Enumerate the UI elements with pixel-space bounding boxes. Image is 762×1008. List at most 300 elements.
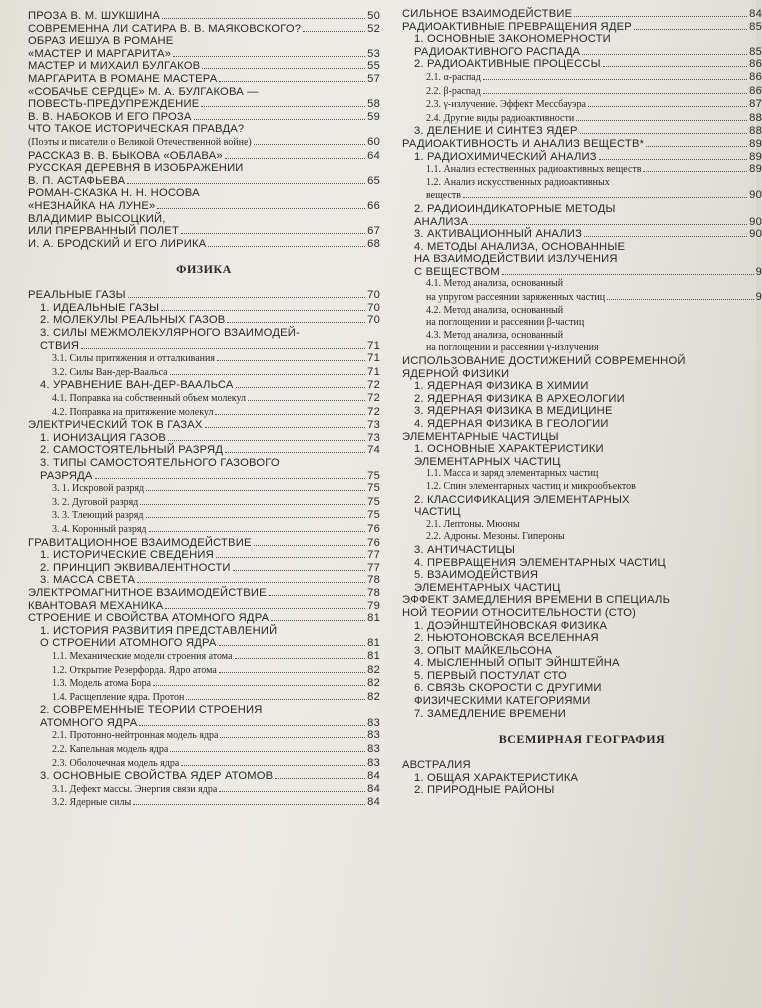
toc-page-number: 82 [367,690,380,703]
dot-leader [219,672,365,673]
toc-entry-title: 2. РАДИОИНДИКАТОРНЫЕ МЕТОДЫ [414,202,616,215]
toc-page-number: 78 [367,586,380,599]
toc-entry [402,98,762,112]
toc-page-number: 78 [367,574,380,587]
toc-entry-title: 3. СИЛЫ МЕЖМОЛЕКУЛЯРНОГО ВЗАИМОДЕЙ- [40,327,300,340]
toc-entry-title: 2. ПРИНЦИП ЭКВИВАЛЕНТНОСТИ [40,561,231,574]
toc-entry-title: 4.1. Метод анализа, основанный [426,278,564,290]
toc-entry [402,355,762,368]
toc-entry [28,677,380,691]
toc-entry [402,431,762,444]
toc-entry-title: КВАНТОВАЯ МЕХАНИКА [28,599,164,612]
toc-entry [28,35,380,48]
toc-entry-title: ЧАСТИЦ [414,506,461,519]
dot-leader [599,159,747,160]
toc-entry [28,770,380,783]
toc-entry [402,468,762,481]
toc-entry-title: РАДИОАКТИВНЫЕ ПРЕВРАЩЕНИЯ ЯДЕР [402,20,632,33]
dot-leader [219,645,366,646]
toc-entry [28,783,380,797]
toc-entry-title: 5. ПЕРВЫЙ ПОСТУЛАТ СТО [414,669,567,682]
toc-entry-title: 4. ПРЕВРАЩЕНИЯ ЭЛЕМЕНТАРНЫХ ЧАСТИЦ [414,556,666,569]
toc-page-number: 86 [749,70,762,83]
toc-entry-title: ПРОЗА В. М. ШУКШИНА [28,10,161,22]
toc-entry-title: ПОВЕСТЬ-ПРЕДУПРЕЖДЕНИЕ [28,98,200,111]
toc-page-number: 86 [749,58,762,71]
toc-entry-title: 4.1. Поправка на собственный объем молекул [52,393,247,405]
dot-leader [140,504,365,505]
toc-entry [28,432,380,445]
toc-entry-title: 1. ИСТОРИЯ РАЗВИТИЯ ПРЕДСТАВЛЕНИЙ [40,624,278,637]
dot-leader [181,233,365,234]
toc-entry-title: РАДИОАКТИВНОГО РАСПАДА [414,45,581,58]
toc-entry [28,612,380,625]
toc-entry-title: ВЛАДИМИР ВЫСОЦКИЙ, [28,212,166,225]
toc-page-number: 84 [367,770,380,783]
dot-leader [271,620,365,621]
toc-entry-title: 1.2. Анализ искусственных радиоактивных [426,176,610,188]
toc-page-number: 75 [367,509,380,522]
toc-entry-title: 4. УРАВНЕНИЕ ВАН-ДЕР-ВААЛЬСА [40,379,234,392]
toc-page-number: 72 [367,405,380,418]
dot-leader [220,737,365,738]
toc-entry [402,125,762,138]
toc-entry-title: СОВРЕМЕННА ЛИ САТИРА В. В. МАЯКОВСКОГО? [28,22,302,35]
dot-leader [582,54,747,55]
toc-entry [28,392,380,406]
toc-entry [28,743,380,757]
toc-entry [402,784,762,797]
dot-leader [161,310,365,311]
toc-entry [402,759,762,772]
toc-page-number: 60 [367,135,380,148]
toc-page-number: 81 [367,649,380,662]
dot-leader [603,66,747,67]
toc-entry-title: РАССКАЗ В. В. БЫКОВА «ОБЛАВА» [28,149,223,162]
toc-page-number: 79 [367,599,380,612]
toc-entry [28,729,380,743]
dot-leader [201,106,365,107]
toc-right-column [402,8,762,797]
toc-entry [28,496,380,510]
toc-page-number: 70 [367,314,380,327]
toc-entry [28,482,380,496]
dot-leader [470,224,747,225]
toc-entry [402,241,762,254]
toc-page-number: 68 [367,237,380,250]
section-title: ФИЗИКА [176,262,232,277]
toc-entry [28,637,380,650]
toc-entry [28,600,380,613]
toc-entry-title: МАСТЕР И МИХАИЛ БУЛГАКОВ [28,60,201,73]
toc-entry-title: «НЕЗНАЙКА НА ЛУНЕ» [28,199,156,212]
toc-entry-title: НОЙ ТЕОРИИ ОТНОСИТЕЛЬНОСТИ (СТО) [402,606,637,619]
toc-entry [402,71,762,85]
toc-entry-title: 1.3. Модель атома Бора [52,678,152,690]
toc-entry-title: 3. ТИПЫ САМОСТОЯТЕЛЬНОГО ГАЗОВОГО [40,457,280,469]
dot-leader [153,685,365,686]
dot-leader [574,16,747,17]
toc-entry [402,494,762,507]
toc-entry [28,289,380,302]
toc-entry-title: В. В. НАБОКОВ И ЕГО ПРОЗА [28,110,192,123]
toc-entry [28,625,380,638]
toc-entry [28,664,380,678]
dot-leader [128,297,365,298]
toc-entry-title: 3. 4. Коронный разряд [52,523,147,535]
toc-entry-title: на поглощении и рассеянии γ-излучения [426,342,599,354]
toc-entry [28,704,380,717]
toc-entry-title: на упругом рассеянии заряженных частиц [426,292,606,304]
dot-leader [275,778,365,779]
toc-page-number: 75 [367,469,380,482]
toc-entry-title: 2.4. Другие виды радиоактивности [426,112,575,124]
toc-page-number: 77 [367,549,380,562]
toc-entry-title: 2. НЬЮТОНОВСКАЯ ВСЕЛЕННАЯ [414,632,599,645]
dot-leader [254,144,365,145]
toc-entry [402,607,762,620]
toc-entry [28,537,380,550]
toc-entry [402,657,762,670]
toc-entry [402,481,762,494]
dot-leader [502,274,754,275]
toc-entry-title: 6. СВЯЗЬ СКОРОСТИ С ДРУГИМИ [414,682,602,695]
dot-leader [219,81,365,82]
toc-page-number: 50 [367,10,380,22]
toc-entry [28,111,380,124]
toc-entry-title: 4. МЫСЛЕННЫЙ ОПЫТ ЭЙНШТЕЙНА [414,657,620,670]
toc-entry [402,189,762,203]
toc-entry [402,670,762,683]
toc-entry [28,302,380,315]
toc-entry [28,352,380,366]
toc-entry-title: 3.2. Ядерные силы [52,797,132,809]
toc-page-number: 76 [367,536,380,549]
toc-entry [402,33,762,46]
toc-entry-title: ЭЛЕКТРОМАГНИТНОЕ ВЗАИМОДЕЙСТВИЕ [28,586,267,599]
toc-entry-title: 4.2. Поправка на притяжение молекул [52,406,214,418]
toc-entry-title: И. А. БРОДСКИЙ И ЕГО ЛИРИКА [28,237,207,250]
dot-leader [170,751,365,752]
toc-page-number: 73 [367,419,380,432]
toc-entry-title: ЭЛЕМЕНТАРНЫЕ ЧАСТИЦЫ [402,430,559,443]
toc-entry-title: 1.1. Масса и заряд элементарных частиц [426,468,599,480]
toc-entry [402,708,762,721]
dot-leader [137,582,365,583]
toc-entry [28,238,380,251]
dot-leader [202,68,365,69]
toc-entry [402,330,762,343]
toc-entry [402,682,762,695]
dot-leader [303,31,365,32]
toc-entry-title: ЭЛЕМЕНТАРНЫХ ЧАСТИЦ [414,455,561,468]
toc-entry-title: 1. ОБЩАЯ ХАРАКТЕРИСТИКА [414,771,579,784]
dot-leader [483,79,747,80]
toc-entry-title: ОБРАЗ ИЕШУА В РОМАНЕ [28,35,174,48]
toc-entry-title: РАДИОАКТИВНОСТЬ И АНАЛИЗ ВЕЩЕСТВ* [402,137,645,150]
toc-entry [28,314,380,327]
toc-entry [402,368,762,381]
toc-entry [402,253,762,266]
toc-page-number: 65 [367,174,380,187]
toc-entry [402,506,762,519]
toc-entry [28,757,380,771]
toc-entry [28,48,380,61]
toc-page-number: 71 [367,365,380,378]
dot-leader [205,427,366,428]
toc-entry-title: ИСПОЛЬЗОВАНИЕ ДОСТИЖЕНИЙ СОВРЕМЕННОЙ [402,355,686,368]
toc-page-number: 9 [755,265,762,278]
dot-leader [95,478,366,479]
toc-entry-title: 3. ЯДЕРНАЯ ФИЗИКА В МЕДИЦИНЕ [414,405,613,418]
dot-leader [208,246,365,247]
toc-entry-title: 4.2. Метод анализа, основанный [426,304,564,316]
toc-entry [402,177,762,190]
toc-entry [402,305,762,318]
toc-page-number: 88 [749,125,762,138]
toc-page-number: 86 [749,84,762,97]
toc-entry-title: 2.2. β-распад [426,85,481,97]
toc-page-number: 71 [367,339,380,352]
toc-page-number: 70 [367,289,380,302]
dot-leader [194,119,366,120]
toc-entry [402,278,762,291]
toc-entry-title: 2. СОВРЕМЕННЫЕ ТЕОРИИ СТРОЕНИЯ [40,704,263,717]
toc-entry [402,443,762,456]
toc-entry [28,340,380,353]
dot-leader [269,595,365,596]
toc-page-number: 73 [367,431,380,444]
toc-entry [402,557,762,570]
toc-page-number: 58 [367,98,380,111]
dot-leader [483,93,747,94]
toc-entry [28,457,380,470]
toc-entry-title: 3. АНТИЧАСТИЦЫ [414,543,516,556]
dot-leader [168,440,365,441]
toc-page-number: 67 [367,225,380,238]
toc-entry [402,620,762,633]
toc-entry [402,632,762,645]
toc-entry-title: 2.2. Адроны. Мезоны. Гипероны [426,531,565,543]
toc-entry [402,772,762,785]
dot-leader [225,452,365,453]
dot-leader [149,531,366,532]
toc-entry-title: РЕАЛЬНЫЕ ГАЗЫ [28,289,126,302]
dot-leader [170,374,366,375]
toc-entry-title: 3.1. Силы притяжения и отталкивания [52,353,215,365]
toc-page-number: 83 [367,743,380,756]
toc-entry-title: «МАСТЕР И МАРГАРИТА» [28,47,172,60]
toc-entry [28,717,380,730]
toc-entry-title: 4.3. Метод анализа, основанный [426,329,564,341]
toc-entry [28,225,380,238]
toc-entry [28,162,380,175]
toc-page-number: 64 [367,149,380,162]
dot-leader [248,400,365,401]
toc-entry [28,523,380,537]
toc-entry-title: 2.1. Лептоны. Мюоны [426,518,520,530]
toc-entry-title: ЭЛЕМЕНТАРНЫХ ЧАСТИЦ [414,581,561,594]
toc-entry-title: 1. ОСНОВНЫЕ ЗАКОНОМЕРНОСТИ [414,33,611,46]
dot-leader [254,545,366,546]
toc-entry-title: 2. КЛАССИФИКАЦИЯ ЭЛЕМЕНТАРНЫХ [414,493,630,506]
toc-entry [402,151,762,164]
toc-entry-title: 2.1. α-распад [426,71,481,83]
toc-entry-title: 3. 1. Искровой разряд [52,483,145,495]
toc-page-number: 90 [749,215,762,228]
toc-page-number: 75 [367,482,380,495]
toc-page-number: 52 [367,22,380,35]
dot-leader [181,765,365,766]
dot-leader [236,387,366,388]
dot-leader [215,414,365,415]
toc-page-number: 9 [755,291,762,304]
toc-entry [28,327,380,340]
toc-entry-title: НА ВЗАИМОДЕЙСТВИИ ИЗЛУЧЕНИЯ [414,253,618,266]
section-title: ВСЕМИРНАЯ ГЕОГРАФИЯ [498,732,666,747]
toc-entry-title: 5. ВЗАИМОДЕЙСТВИЯ [414,569,539,582]
toc-entry-title: 2. ЯДЕРНАЯ ФИЗИКА В АРХЕОЛОГИИ [414,392,625,405]
toc-entry [402,228,762,241]
toc-entry-title: 1. ОСНОВНЫЕ ХАРАКТЕРИСТИКИ [414,443,604,456]
toc-entry [402,85,762,99]
dot-leader [584,236,747,237]
dot-leader [225,158,365,159]
toc-entry [402,582,762,595]
toc-page-number: 66 [367,199,380,212]
toc-entry [28,379,380,392]
dot-leader [219,791,365,792]
toc-entry-title: 1. ИОНИЗАЦИЯ ГАЗОВ [40,431,167,444]
toc-entry-title: 2. САМОСТОЯТЕЛЬНЫЙ РАЗРЯД [40,444,224,457]
toc-left-column [28,10,380,810]
toc-entry [402,8,762,21]
toc-page-number: 87 [749,98,762,111]
toc-entry-title: 1.2. Открытие Резерфорда. Ядро атома [52,664,217,676]
toc-page-number: 90 [749,228,762,241]
toc-entry [402,380,762,393]
toc-entry-title: СТВИЯ [40,339,80,352]
dot-leader [643,171,747,172]
toc-entry-title: ЭФФЕКТ ЗАМЕДЛЕНИЯ ВРЕМЕНИ В СПЕЦИАЛЬ [402,594,671,607]
toc-entry-title: 2.1. Протонно-нейтронная модель ядра [52,730,219,742]
toc-entry-title: 3. ОПЫТ МАЙКЕЛЬСОНА [414,644,553,657]
toc-page-number: 77 [367,561,380,574]
toc-page-number: 84 [367,782,380,795]
toc-entry-title: ЧТО ТАКОЕ ИСТОРИЧЕСКАЯ ПРАВДА? [28,123,245,136]
toc-page-number: 89 [749,137,762,150]
toc-entry-title: 2. РАДИОАКТИВНЫЕ ПРОЦЕССЫ [414,58,601,71]
toc-entry-title: 3. ОСНОВНЫЕ СВОЙСТВА ЯДЕР АТОМОВ [40,770,274,783]
toc-entry [402,569,762,582]
toc-page-number: 83 [367,716,380,729]
toc-page-number: 89 [749,150,762,163]
toc-page-number: 75 [367,495,380,508]
toc-entry-title: 2.2. Капельная модель ядра [52,744,169,756]
toc-entry-title: 3.2. Силы Ван-дер-Ваальса [52,366,168,378]
toc-entry-title: ГРАВИТАЦИОННОЕ ВЗАИМОДЕЙСТВИЕ [28,536,252,549]
dot-leader [146,490,365,491]
toc-entry-title: (Поэты и писатели о Великой Отечественной войне) [28,136,252,148]
toc-entry [28,406,380,420]
toc-entry-title: В. П. АСТАФЬЕВА [28,174,126,187]
toc-page-number: 84 [367,796,380,809]
toc-page-number: 89 [749,163,762,176]
toc-page-number: 57 [367,72,380,85]
toc-entry-title: 1. ЯДЕРНАЯ ФИЗИКА В ХИМИИ [414,380,589,393]
toc-page-number: 76 [367,522,380,535]
dot-leader [580,133,748,134]
dot-leader [186,699,365,700]
toc-entry-title: 1. РАДИОХИМИЧЕСКИЙ АНАЛИЗ [414,150,597,163]
toc-entry [28,98,380,111]
toc-entry [402,138,762,151]
dot-leader [139,725,365,726]
toc-entry [28,60,380,73]
toc-entry [402,695,762,708]
toc-page-number: 72 [367,392,380,405]
dot-leader [173,56,365,57]
toc-page-number: 88 [749,111,762,124]
toc-entry-title: О СТРОЕНИИ АТОМНОГО ЯДРА [40,637,217,650]
dot-leader [81,348,365,349]
toc-entry-title: СТРОЕНИЕ И СВОЙСТВА АТОМНОГО ЯДРА [28,612,270,625]
toc-entry [402,21,762,34]
toc-entry-title: ФИЗИЧЕСКИМИ КАТЕГОРИЯМИ [414,695,591,708]
toc-page-number: 82 [367,663,380,676]
toc-page-number: 84 [749,8,762,20]
toc-entry [402,393,762,406]
toc-entry-title: 2.3. γ-излучение. Эффект Мессбауэра [426,99,586,111]
dot-leader [607,299,753,300]
toc-entry-title: РОМАН-СКАЗКА Н. Н. НОСОВА [28,187,200,200]
dot-leader [233,570,365,571]
toc-entry-title: РАЗРЯДА [40,469,93,482]
dot-leader [162,18,365,19]
toc-entry-title: 7. ЗАМЕДЛЕНИЕ ВРЕМЕНИ [414,707,566,720]
dot-leader [157,208,365,209]
toc-entry-title: ЯДЕРНОЙ ФИЗИКИ [402,367,510,380]
toc-entry-title: МАРГАРИТА В РОМАНЕ МАСТЕРА [28,72,218,85]
toc-page-number: 72 [367,379,380,392]
toc-entry-title: на поглощении и рассеянии β-частиц [426,317,585,329]
toc-entry [402,645,762,658]
toc-entry [28,574,380,587]
toc-entry-title: 3. 2. Дуговой разряд [52,496,139,508]
toc-entry-title: 3.1. Дефект массы. Энергия связи ядра [52,783,218,795]
toc-page-number: 85 [749,20,762,33]
toc-entry [28,213,380,226]
toc-entry-title: 1.1. Анализ естественных радиоактивных веществ [426,164,642,176]
toc-entry [28,23,380,36]
dot-leader [588,106,747,107]
toc-entry [28,470,380,483]
toc-page-number: 81 [367,612,380,625]
toc-entry-title: 2.3. Оболочечная модель ядра [52,757,180,769]
toc-entry [402,405,762,418]
toc-entry-title: 2. МОЛЕКУЛЫ РЕАЛЬНЫХ ГАЗОВ [40,314,226,327]
toc-page-number: 71 [367,352,380,365]
toc-page-number: 70 [367,301,380,314]
toc-entry-title: 3. 3. Тлеющий разряд [52,510,144,522]
toc-entry [402,203,762,216]
toc-entry-title: АНАЛИЗА [414,215,469,228]
toc-entry-title: РУССКАЯ ДЕРЕВНЯ В ИЗОБРАЖЕНИИ [28,162,244,175]
toc-entry [28,796,380,810]
toc-page-number: 53 [367,47,380,60]
toc-entry-title: веществ [426,190,462,202]
dot-leader [576,120,747,121]
